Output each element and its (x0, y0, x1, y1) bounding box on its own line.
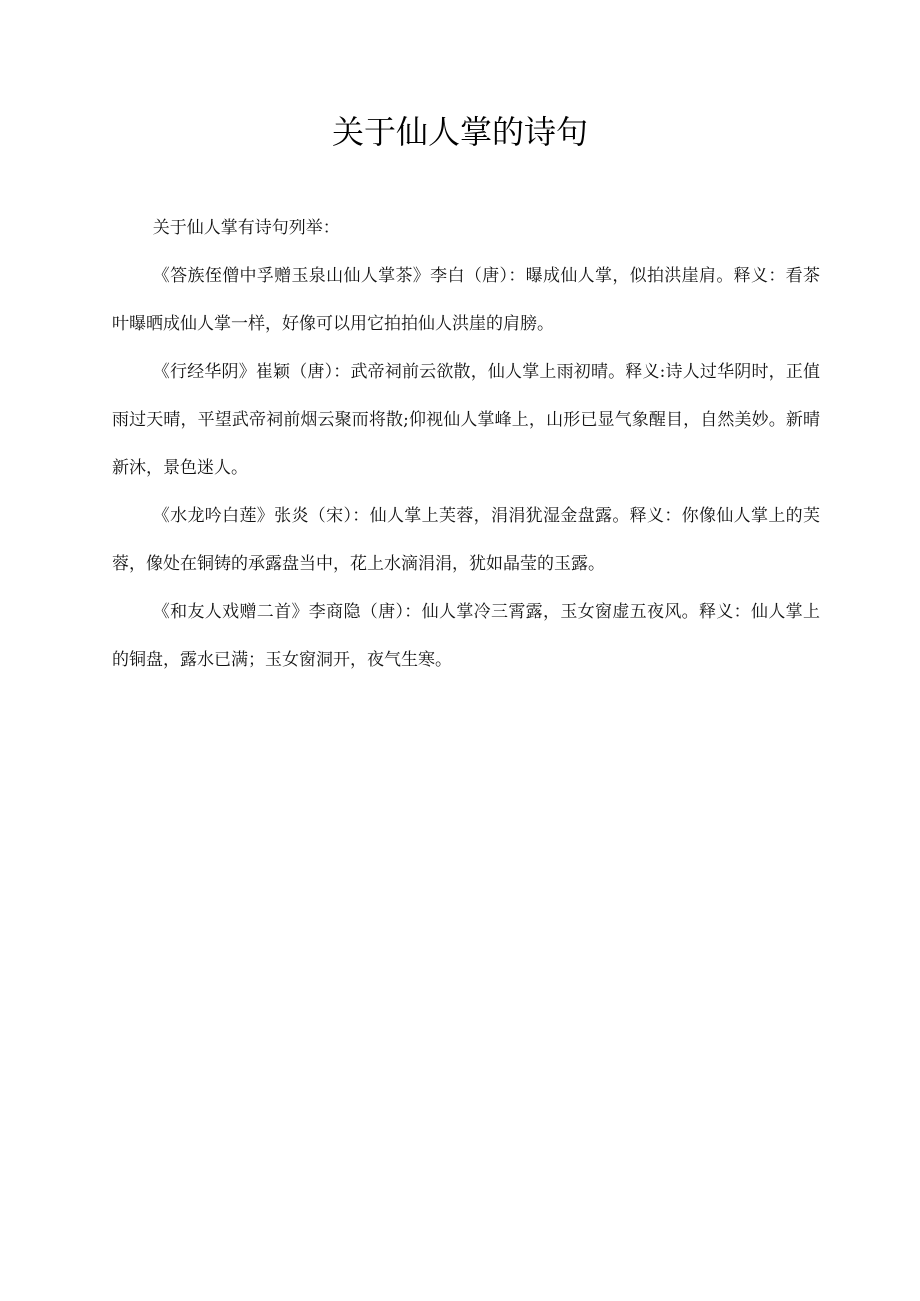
poem-paragraph-li-shangyin: 《和友人戏赠二首》李商隐（唐）：仙人掌冷三霄露，玉女窗虚五夜风。释义：仙人掌上的铜盘，露水已满；玉女窗洞开，夜气生寒。 (112, 602, 820, 670)
intro-paragraph: 关于仙人掌有诗句列举： (152, 218, 340, 238)
document-body (112, 204, 820, 684)
poem-paragraph-zhang-yan: 《水龙吟白莲》张炎（宋）：仙人掌上芙蓉，涓涓犹湿金盘露。释义：你像仙人掌上的芙蓉，像处在铜铸的承露盘当中，花上水滴涓涓，犹如晶莹的玉露。 (112, 506, 820, 574)
page-title: 关于仙人掌的诗句 (331, 113, 588, 151)
poem-paragraph-cui-ying: 《行经华阴》崔颖（唐）：武帝祠前云欲散，仙人掌上雨初晴。释义:诗人过华阴时，正值雨过天晴，平望武帝祠前烟云聚而将散;仰视仙人掌峰上，山形已显气象醒目，自然美妙。新晴新沐，景色迷人。 (112, 362, 820, 478)
poem-paragraph-li-bai: 《答族侄僧中孚赠玉泉山仙人掌茶》李白（唐）：曝成仙人掌，似拍洪崖肩。释义：看茶叶曝晒成仙人掌一样，好像可以用它拍拍仙人洪崖的肩膀。 (112, 266, 820, 334)
